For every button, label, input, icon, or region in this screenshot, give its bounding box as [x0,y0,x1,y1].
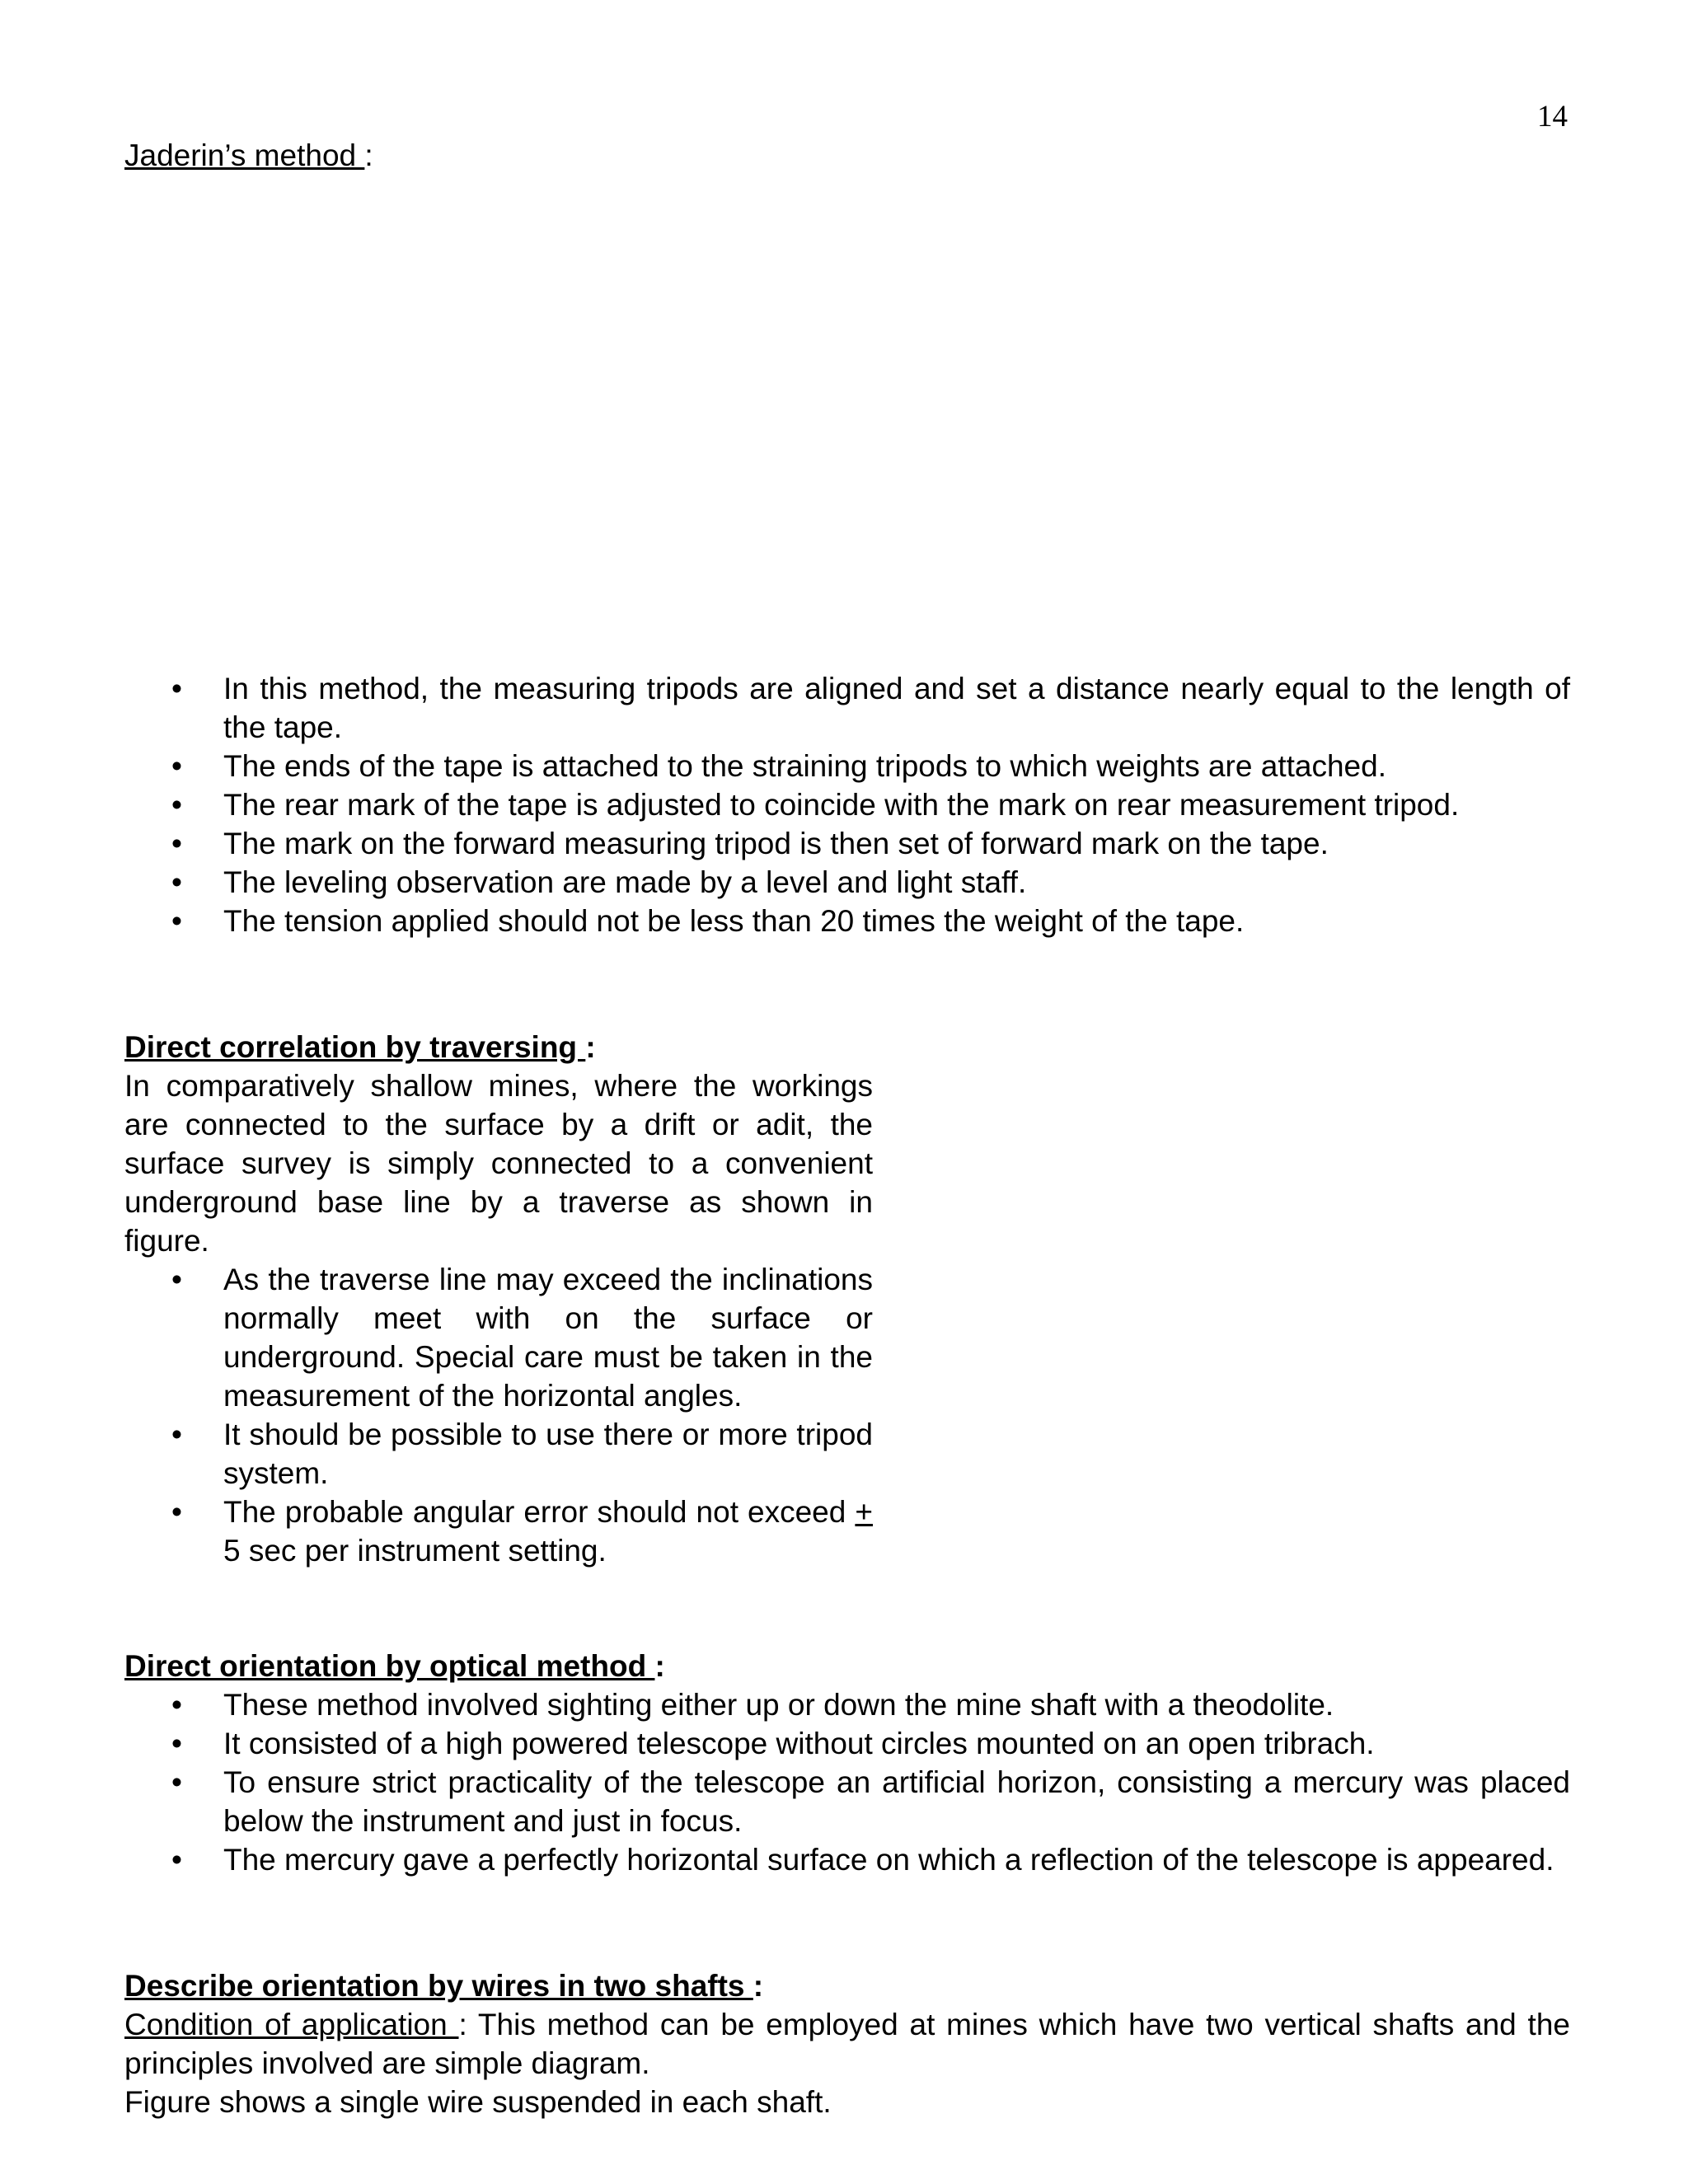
list-item: • These method involved sighting either up or down the mine shaft with a theodolite. [124,1685,1570,1724]
optical-title: Direct orientation by optical method [124,1649,655,1683]
list-item: • To ensure strict practicality of the telescope an artificial horizon, consisting a mercury was placed below the instrument and just in focus. [124,1763,1570,1840]
list-item: • The ends of the tape is attached to the straining tripods to which weights are attached. [124,747,1570,785]
jaderin-colon: : [364,138,373,172]
wires-title: Describe orientation by wires in two shafts [124,1969,753,2003]
wires-section [124,1966,1570,2121]
wires-figure-note: Figure shows a single wire suspended in each shaft. [124,2085,832,2119]
list-item: • The tension applied should not be less than 20 times the weight of the tape. [124,902,1570,940]
jaderin-title: Jaderin’s method [124,138,365,172]
condition-label: Condition of application [124,2008,459,2041]
list-item-text: The probable angular error should not exceed [223,1495,856,1529]
list-item [124,1493,873,1570]
list-item: • The mercury gave a perfectly horizontal surface on which a reflection of the telescope is appeared. [124,1840,1570,1879]
list-item: • In this method, the measuring tripods are aligned and set a distance nearly equal to the length of the tape. [124,669,1570,747]
list-item: • The leveling observation are made by a level and light staff. [124,863,1570,902]
wires-condition [124,2005,1570,2083]
wires-colon: : [753,1969,764,2003]
list-item: • It consisted of a high powered telescope without circles mounted on an open tribrach. [124,1724,1570,1763]
page-number: 14 [1537,100,1568,134]
list-item: • It should be possible to use there or more tripod system. [124,1415,873,1493]
traversing-title: Direct correlation by traversing [124,1030,586,1064]
optical-colon: : [654,1649,665,1683]
list-item: • The mark on the forward measuring tripod is then set of forward mark on the tape. [124,824,1570,863]
list-item: • The rear mark of the tape is adjusted to coincide with the mark on rear measurement tripod. [124,785,1570,824]
list-item: • As the traverse line may exceed the inclinations normally meet with on the surface or underground. Special care must be taken in the measurement of the horizontal angles. [124,1260,873,1415]
jaderin-bullets [124,669,1570,940]
wires-heading [124,1966,1570,2005]
traversing-section [124,1028,873,1570]
optical-heading [124,1647,1570,1685]
traversing-colon: : [585,1030,596,1064]
jaderin-heading [124,136,373,175]
traversing-heading [124,1028,873,1066]
plus-minus-symbol: + [855,1495,873,1529]
traversing-intro: In comparatively shallow mines, where the workings are connected to the surface by a drift or adit, the surface survey is simply connected to a convenient underground base line by a traverse as shown in figure. [124,1069,873,1258]
condition-text: : This method can be employed at mines which have two vertical shafts and the principles involved are simple diagram. [124,2008,1570,2080]
optical-section [124,1647,1570,1879]
list-item-text: 5 sec per instrument setting. [223,1534,607,1568]
